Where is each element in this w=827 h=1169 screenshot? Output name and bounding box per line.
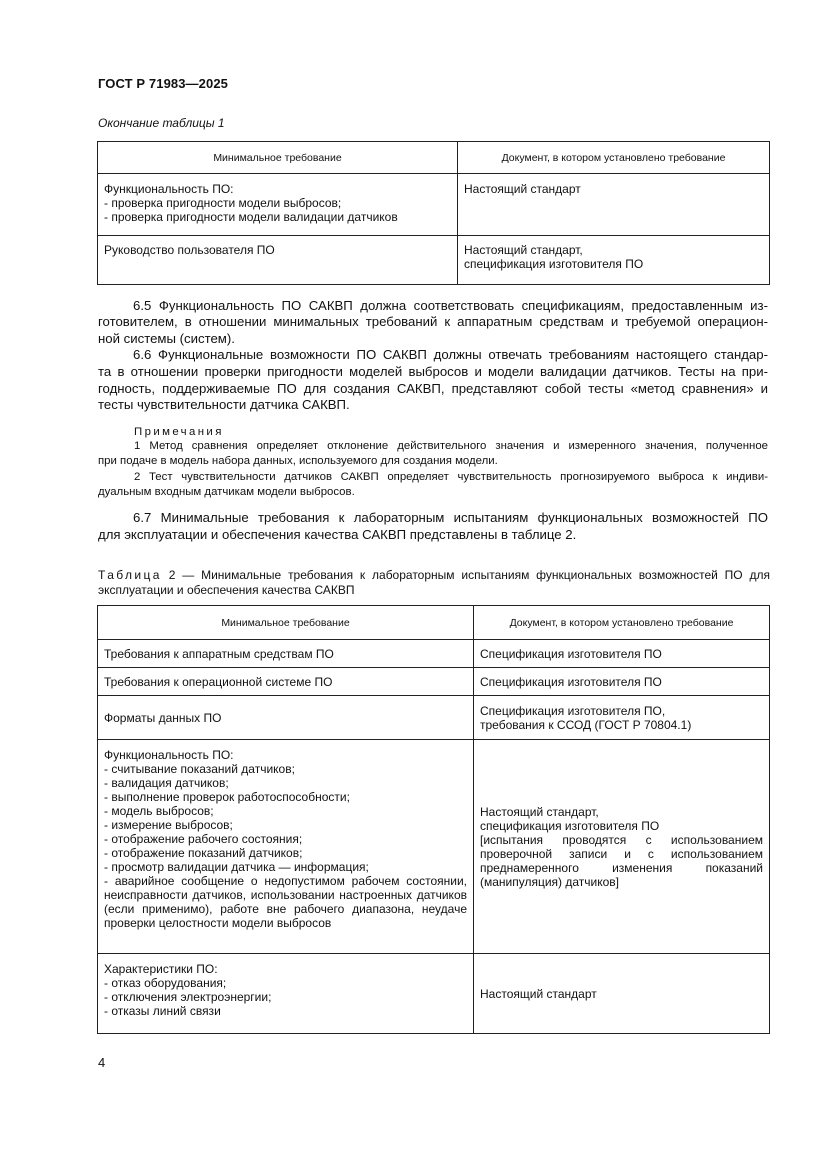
text-line: 6.5 Функциональность ПО САКВП должна соответствовать спецификациям, предоставленным из- (133, 298, 768, 313)
paragraph-6-7-cont: для эксплуатации и обеспечения качества САКВП представлены в таблице 2. (98, 527, 577, 542)
table-row (98, 740, 770, 954)
paragraph-6-6-cont (98, 364, 768, 414)
table-2 (97, 605, 770, 1034)
table-label: Таблица (98, 568, 162, 582)
text-line: 2 Тест чувствительности датчиков САКВП определяет чувствительность прогнозируемого выброса к индиви- (134, 471, 768, 483)
requirement-list-tail: - аварийное сообщение о недопустимом рабочем состоянии, неисправности датчиков, использовании настроенных датчиков (если применимо), работе вне рабочего диапазона, неудаче проверки целостности модели выбросов (104, 874, 467, 930)
text-line: та в отношении проверки пригодности моделей выбросов и модели валидации датчиков. Тесты на при- (98, 364, 768, 379)
table-title: 2 — Минимальные требования к лабораторным испытаниям функциональных возможностей ПО для эксплуатации и обеспечения качества САКВП (98, 568, 770, 597)
text-line: 1 Метод сравнения определяет отклонение действительного значения и измеренного значения, полученное (134, 440, 768, 452)
note-1 (134, 439, 768, 454)
paragraph-6-5 (98, 298, 768, 315)
document-cell: Настоящий стандарт (474, 954, 770, 1034)
table-row (98, 954, 770, 1034)
text-line: ной системы (систем). (98, 330, 235, 346)
notes-title: Примечания (134, 426, 224, 438)
document-cell: Настоящий стандарт, спецификация изготовителя ПО (458, 236, 770, 285)
requirement-cell: Требования к аппаратным средствам ПО (98, 640, 474, 668)
text-line: 6.6 Функциональные возможности ПО САКВП должны отвечать требованиям настоящего стандар- (133, 347, 768, 362)
document-cell-note: [испытания проводятся с использованием проверочной записи и с использованием преднамеренного изменения показаний (манипуляция) датчиков] (480, 832, 763, 889)
text-line: 6.7 Минимальные требования к лабораторным испытаниям функциональных возможностей ПО (133, 510, 768, 525)
column-header-requirement: Минимальное требование (98, 142, 458, 174)
page-number: 4 (98, 1055, 106, 1070)
document-cell-head: Настоящий стандарт, спецификация изготовителя ПО (480, 804, 660, 833)
text-line: тесты чувствительности датчика САКВП. (98, 397, 350, 412)
table2-caption (98, 568, 770, 598)
requirement-cell: Форматы данных ПО (98, 696, 474, 740)
table1-continuation-caption: Окончание таблицы 1 (98, 116, 225, 130)
paragraph-6-7 (133, 510, 768, 527)
table-header-row (98, 606, 770, 640)
document-header: ГОСТ Р 71983—2025 (98, 76, 228, 91)
requirement-cell: Требования к операционной системе ПО (98, 668, 474, 696)
text-line: готовителем, в отношении минимальных требований к аппаратным средствам и требуемой операцион- (98, 314, 768, 329)
requirement-cell: Руководство пользователя ПО (98, 236, 458, 285)
note-2 (134, 470, 768, 485)
requirement-cell (98, 740, 474, 954)
column-header-requirement: Минимальное требование (98, 606, 474, 640)
column-header-document: Документ, в котором установлено требование (458, 142, 770, 174)
paragraph-6-5-cont (98, 314, 768, 347)
requirement-cell: Функциональность ПО: - проверка пригодности модели выбросов; - проверка пригодности модели валидации датчиков (98, 174, 458, 236)
table-row (98, 236, 770, 285)
table-row (98, 668, 770, 696)
table-1 (97, 141, 770, 285)
paragraph-6-6 (133, 347, 768, 364)
requirement-cell: Характеристики ПО: - отказ оборудования; - отключения электроэнергии; - отказы линий связи (98, 954, 474, 1034)
document-cell (474, 740, 770, 954)
note-1-cont: при подаче в модель набора данных, используемого для создания модели. (98, 455, 498, 467)
note-2-cont: дуальным входным датчикам модели выбросов. (98, 486, 355, 498)
table-row (98, 696, 770, 740)
document-cell: Спецификация изготовителя ПО (474, 640, 770, 668)
text-line: годность, поддерживаемые ПО для создания САКВП, представляют собой тесты «метод сравнения» и (98, 380, 768, 396)
requirement-list: Функциональность ПО: - считывание показаний датчиков; - валидация датчиков; - выполнение проверок работоспособности; - модель выбросов; - измерение выбросов; - отображение рабочего состояния; - отображение показаний датчиков; - просмотр валидации датчика — информация; (104, 748, 369, 874)
document-cell: Спецификация изготовителя ПО, требования к ССОД (ГОСТ Р 70804.1) (474, 696, 770, 740)
table-header-row (98, 142, 770, 174)
table-row (98, 174, 770, 236)
column-header-document: Документ, в котором установлено требование (474, 606, 770, 640)
table-row (98, 640, 770, 668)
document-cell: Спецификация изготовителя ПО (474, 668, 770, 696)
document-cell: Настоящий стандарт (458, 174, 770, 236)
